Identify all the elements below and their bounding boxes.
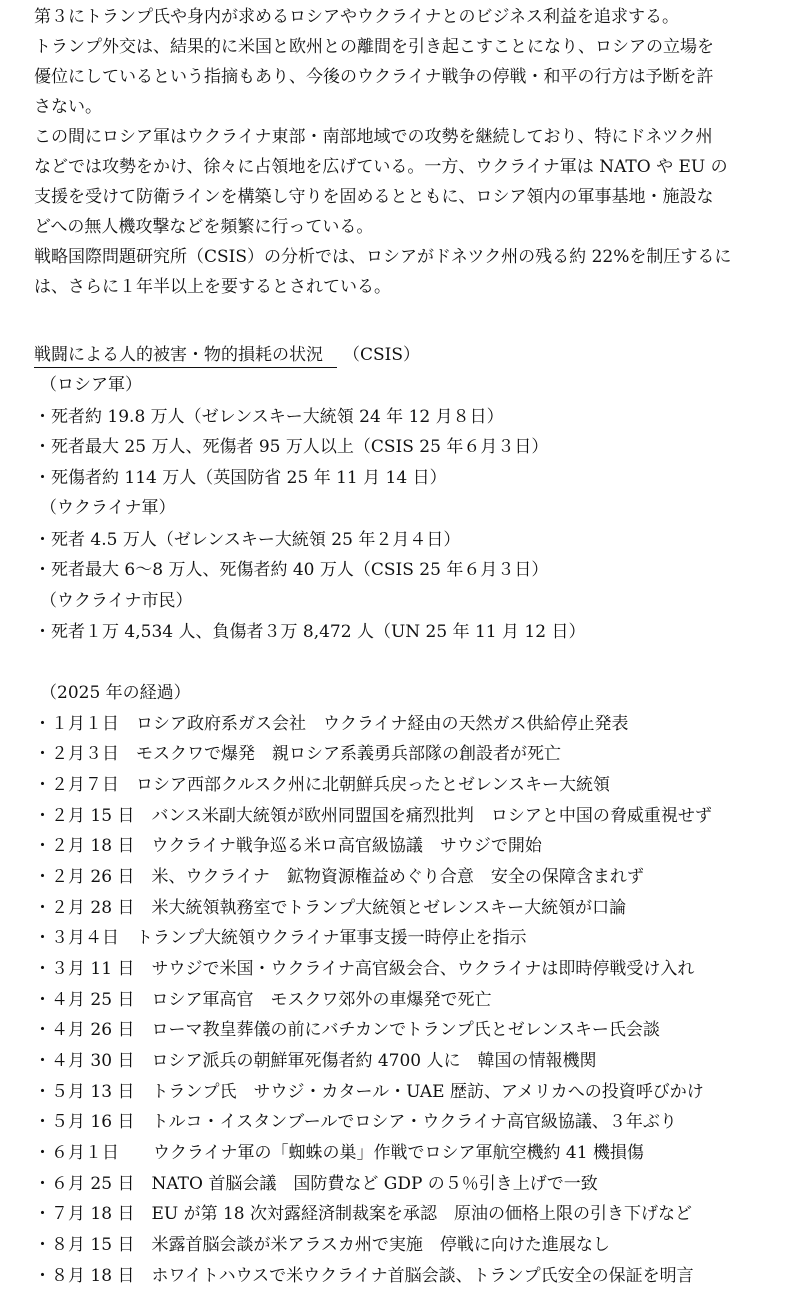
body-text-line: 第３にトランプ氏や身内が求めるロシアやウクライナとのビジネス利益を追求する。 xyxy=(34,7,679,27)
timeline-heading: （2025 年の経過） xyxy=(40,683,191,703)
casualty-item: ・死者最大 6～8 万人、死傷者約 40 万人（CSIS 25 年６月３日） xyxy=(34,560,549,580)
timeline-event: ・４月 26 日 ローマ教皇葬儀の前にバチカンでトランプ氏とゼレンスキー氏会談 xyxy=(34,1020,660,1040)
timeline-event: ・２月 15 日 バンス米副大統領が欧州同盟国を痛烈批判 ロシアと中国の脅威重視せず xyxy=(34,806,712,826)
timeline-event: ・４月 30 日 ロシア派兵の朝鮮軍死傷者約 4700 人に 韓国の情報機関 xyxy=(34,1051,597,1071)
timeline-event: ・１月１日 ロシア政府系ガス会社 ウクライナ経由の天然ガス供給停止発表 xyxy=(34,714,629,734)
body-text-line: トランプ外交は、結果的に米国と欧州との離間を引き起こすことになり、ロシアの立場を xyxy=(34,37,714,57)
timeline-event: ・２月３日 モスクワで爆発 親ロシア系義勇兵部隊の創設者が死亡 xyxy=(34,744,561,764)
timeline-event: ・８月 15 日 米露首脳会談が米アラスカ州で実施 停戦に向けた進展なし xyxy=(34,1235,610,1255)
timeline-event: ・２月 18 日 ウクライナ戦争巡る米ロ高官級協議 サウジで開始 xyxy=(34,836,542,856)
timeline-event: ・６月１日 ウクライナ軍の「蜘蛛の巣」作戦でロシア軍航空機約 41 機損傷 xyxy=(34,1143,644,1163)
timeline-event: ・２月７日 ロシア西部クルスク州に北朝鮮兵戻ったとゼレンスキー大統領 xyxy=(34,775,611,795)
body-text-line: 優位にしているという指摘もあり、今後のウクライナ戦争の停戦・和平の行方は予断を許 xyxy=(34,67,714,87)
casualties-heading-source: （CSIS） xyxy=(343,345,421,365)
body-text-line: この間にロシア軍はウクライナ東部・南部地域での攻勢を継続しており、特にドネツク州 xyxy=(34,127,713,147)
casualty-item: ・死者 4.5 万人（ゼレンスキー大統領 25 年２月４日） xyxy=(34,530,461,550)
timeline-event: ・７月 18 日 EU が第 18 次対露経済制裁案を承認 原油の価格上限の引き下げなど xyxy=(34,1204,693,1224)
timeline-event: ・５月 13 日 トランプ氏 サウジ・カタール・UAE 歴訪、アメリカへの投資呼びかけ xyxy=(34,1082,704,1102)
casualty-item: ・死者約 19.8 万人（ゼレンスキー大統領 24 年 12 月８日） xyxy=(34,407,504,427)
timeline-event: ・４月 25 日 ロシア軍高官 モスクワ郊外の車爆発で死亡 xyxy=(34,990,492,1010)
casualties-heading xyxy=(34,340,420,370)
body-text-line: 戦略国際問題研究所（CSIS）の分析では、ロシアがドネツク州の残る約 22%を制圧するに xyxy=(34,247,732,267)
body-text-line: などでは攻勢をかけ、徐々に占領地を広げている。一方、ウクライナ軍は NATO や EU の xyxy=(34,157,728,177)
group-label-ukraine-civilians: （ウクライナ市民） xyxy=(40,591,193,611)
casualties-heading-title: 戦闘による人的被害・物的損耗の状況 xyxy=(34,343,337,368)
casualty-item: ・死傷者約 114 万人（英国防省 25 年 11 月 14 日） xyxy=(34,468,447,488)
body-text-line: は、さらに１年半以上を要するとされている。 xyxy=(34,277,391,297)
body-text-line: どへの無人機攻撃などを頻繁に行っている。 xyxy=(34,217,374,237)
casualty-item: ・死者１万 4,534 人、負傷者３万 8,472 人（UN 25 年 11 月 12 日） xyxy=(34,622,586,642)
timeline-event: ・２月 28 日 米大統領執務室でトランプ大統領とゼレンスキー大統領が口論 xyxy=(34,898,627,918)
timeline-event: ・３月 11 日 サウジで米国・ウクライナ高官級会合、ウクライナは即時停戦受け入れ xyxy=(34,959,695,979)
timeline-event: ・３月４日 トランプ大統領ウクライナ軍事支援一時停止を指示 xyxy=(34,928,527,948)
group-label-russia: （ロシア軍） xyxy=(40,375,142,395)
body-text-line: 支援を受けて防衛ラインを構築し守りを固めるとともに、ロシア領内の軍事基地・施設な xyxy=(34,187,714,207)
group-label-ukraine-military: （ウクライナ軍） xyxy=(40,498,176,518)
body-text-line: さない。 xyxy=(34,97,102,117)
timeline-event: ・５月 16 日 トルコ・イスタンブールでロシア・ウクライナ高官級協議、３年ぶり xyxy=(34,1112,677,1132)
timeline-event: ・２月 26 日 米、ウクライナ 鉱物資源権益めぐり合意 安全の保障含まれず xyxy=(34,867,644,887)
timeline-event: ・８月 18 日 ホワイトハウスで米ウクライナ首脳会談、トランプ氏安全の保証を明言 xyxy=(34,1266,694,1286)
timeline-event: ・６月 25 日 NATO 首脳会議 国防費など GDP の５％引き上げで一致 xyxy=(34,1174,598,1194)
casualty-item: ・死者最大 25 万人、死傷者 95 万人以上（CSIS 25 年６月３日） xyxy=(34,437,549,457)
